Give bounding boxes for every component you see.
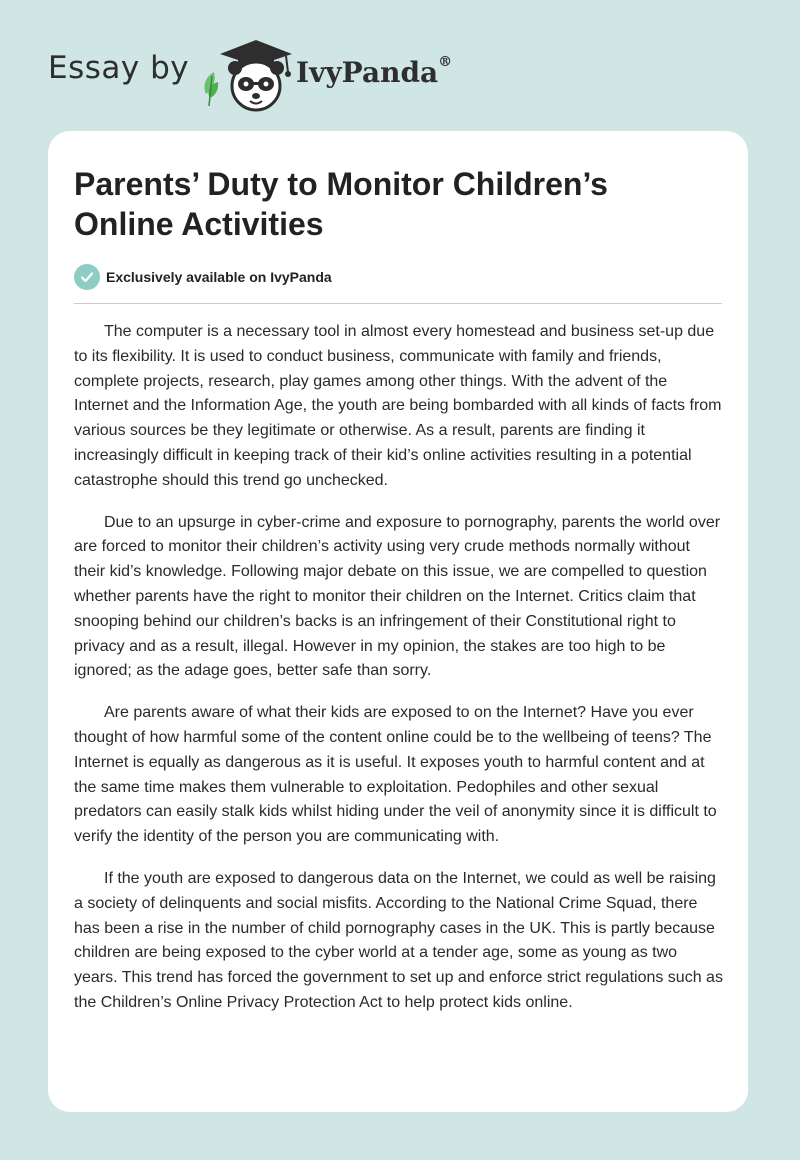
site-header bbox=[48, 36, 568, 112]
divider bbox=[74, 303, 722, 304]
paragraph: Are parents aware of what their kids are exposed to on the Internet? Have you ever thought of how harmful some of the content online could be to the wellbeing of teens? The Internet is equally as dangerous as it is useful. It exposes youth to harmful content and at the same time makes them vulnerable to exploitation. Pedophiles and other sexual predators can easily stalk kids whilst hiding under the veil of anonymity since it is difficult to verify the identity of the person you are communicating with. bbox=[74, 704, 717, 846]
check-icon bbox=[74, 264, 100, 290]
brand-name[interactable]: IvyPanda® bbox=[296, 54, 453, 89]
page-title: Parents’ Duty to Monitor Children’s Online Activities bbox=[74, 166, 608, 242]
exclusive-badge bbox=[74, 264, 332, 290]
essay-body bbox=[74, 320, 724, 1033]
paragraph: Due to an upsurge in cyber-crime and exposure to pornography, parents the world over are forced to monitor their children’s activity using very crude methods normally without their kid’s knowledge. Following major debate on this issue, we are compelled to question whether parents have the right to monitor their children on the Internet. Critics claim that snooping behind our children’s backs is an infringement of their Constitutional right to privacy and as a result, illegal. However in my opinion, the stakes are too high to be ignored; as the adage goes, better safe than sorry. bbox=[74, 513, 721, 680]
essay-by-label: Essay by bbox=[48, 50, 190, 86]
paragraph: If the youth are exposed to dangerous data on the Internet, we could as well be raising a society of delinquents and social misfits. According to the National Crime Squad, there has been a rise in the number of child pornography cases in the UK. This is partly because children are being exposed to the cyber world at a tender age, some as young as two years. This trend has forced the government to set up and enforce strict regulations such as the Children’s Online Privacy Protection Act to help protect kids online. bbox=[74, 869, 723, 1011]
exclusive-badge-label: Exclusively available on IvyPanda bbox=[106, 269, 332, 285]
essay-card bbox=[48, 131, 748, 1112]
paragraph: The computer is a necessary tool in almost every homestead and business set-up due to its flexibility. It is used to conduct business, communicate with family and friends, complete projects, research, play games among other things. With the advent of the Internet and the Information Age, the youth are being bombarded with all kinds of facts from various sources be they legitimate or otherwise. As a result, parents are finding it increasingly difficult in keeping track of their kid’s online activities resulting in a potential catastrophe should this trend go unchecked. bbox=[74, 323, 722, 489]
panda-logo-icon[interactable] bbox=[200, 36, 296, 112]
